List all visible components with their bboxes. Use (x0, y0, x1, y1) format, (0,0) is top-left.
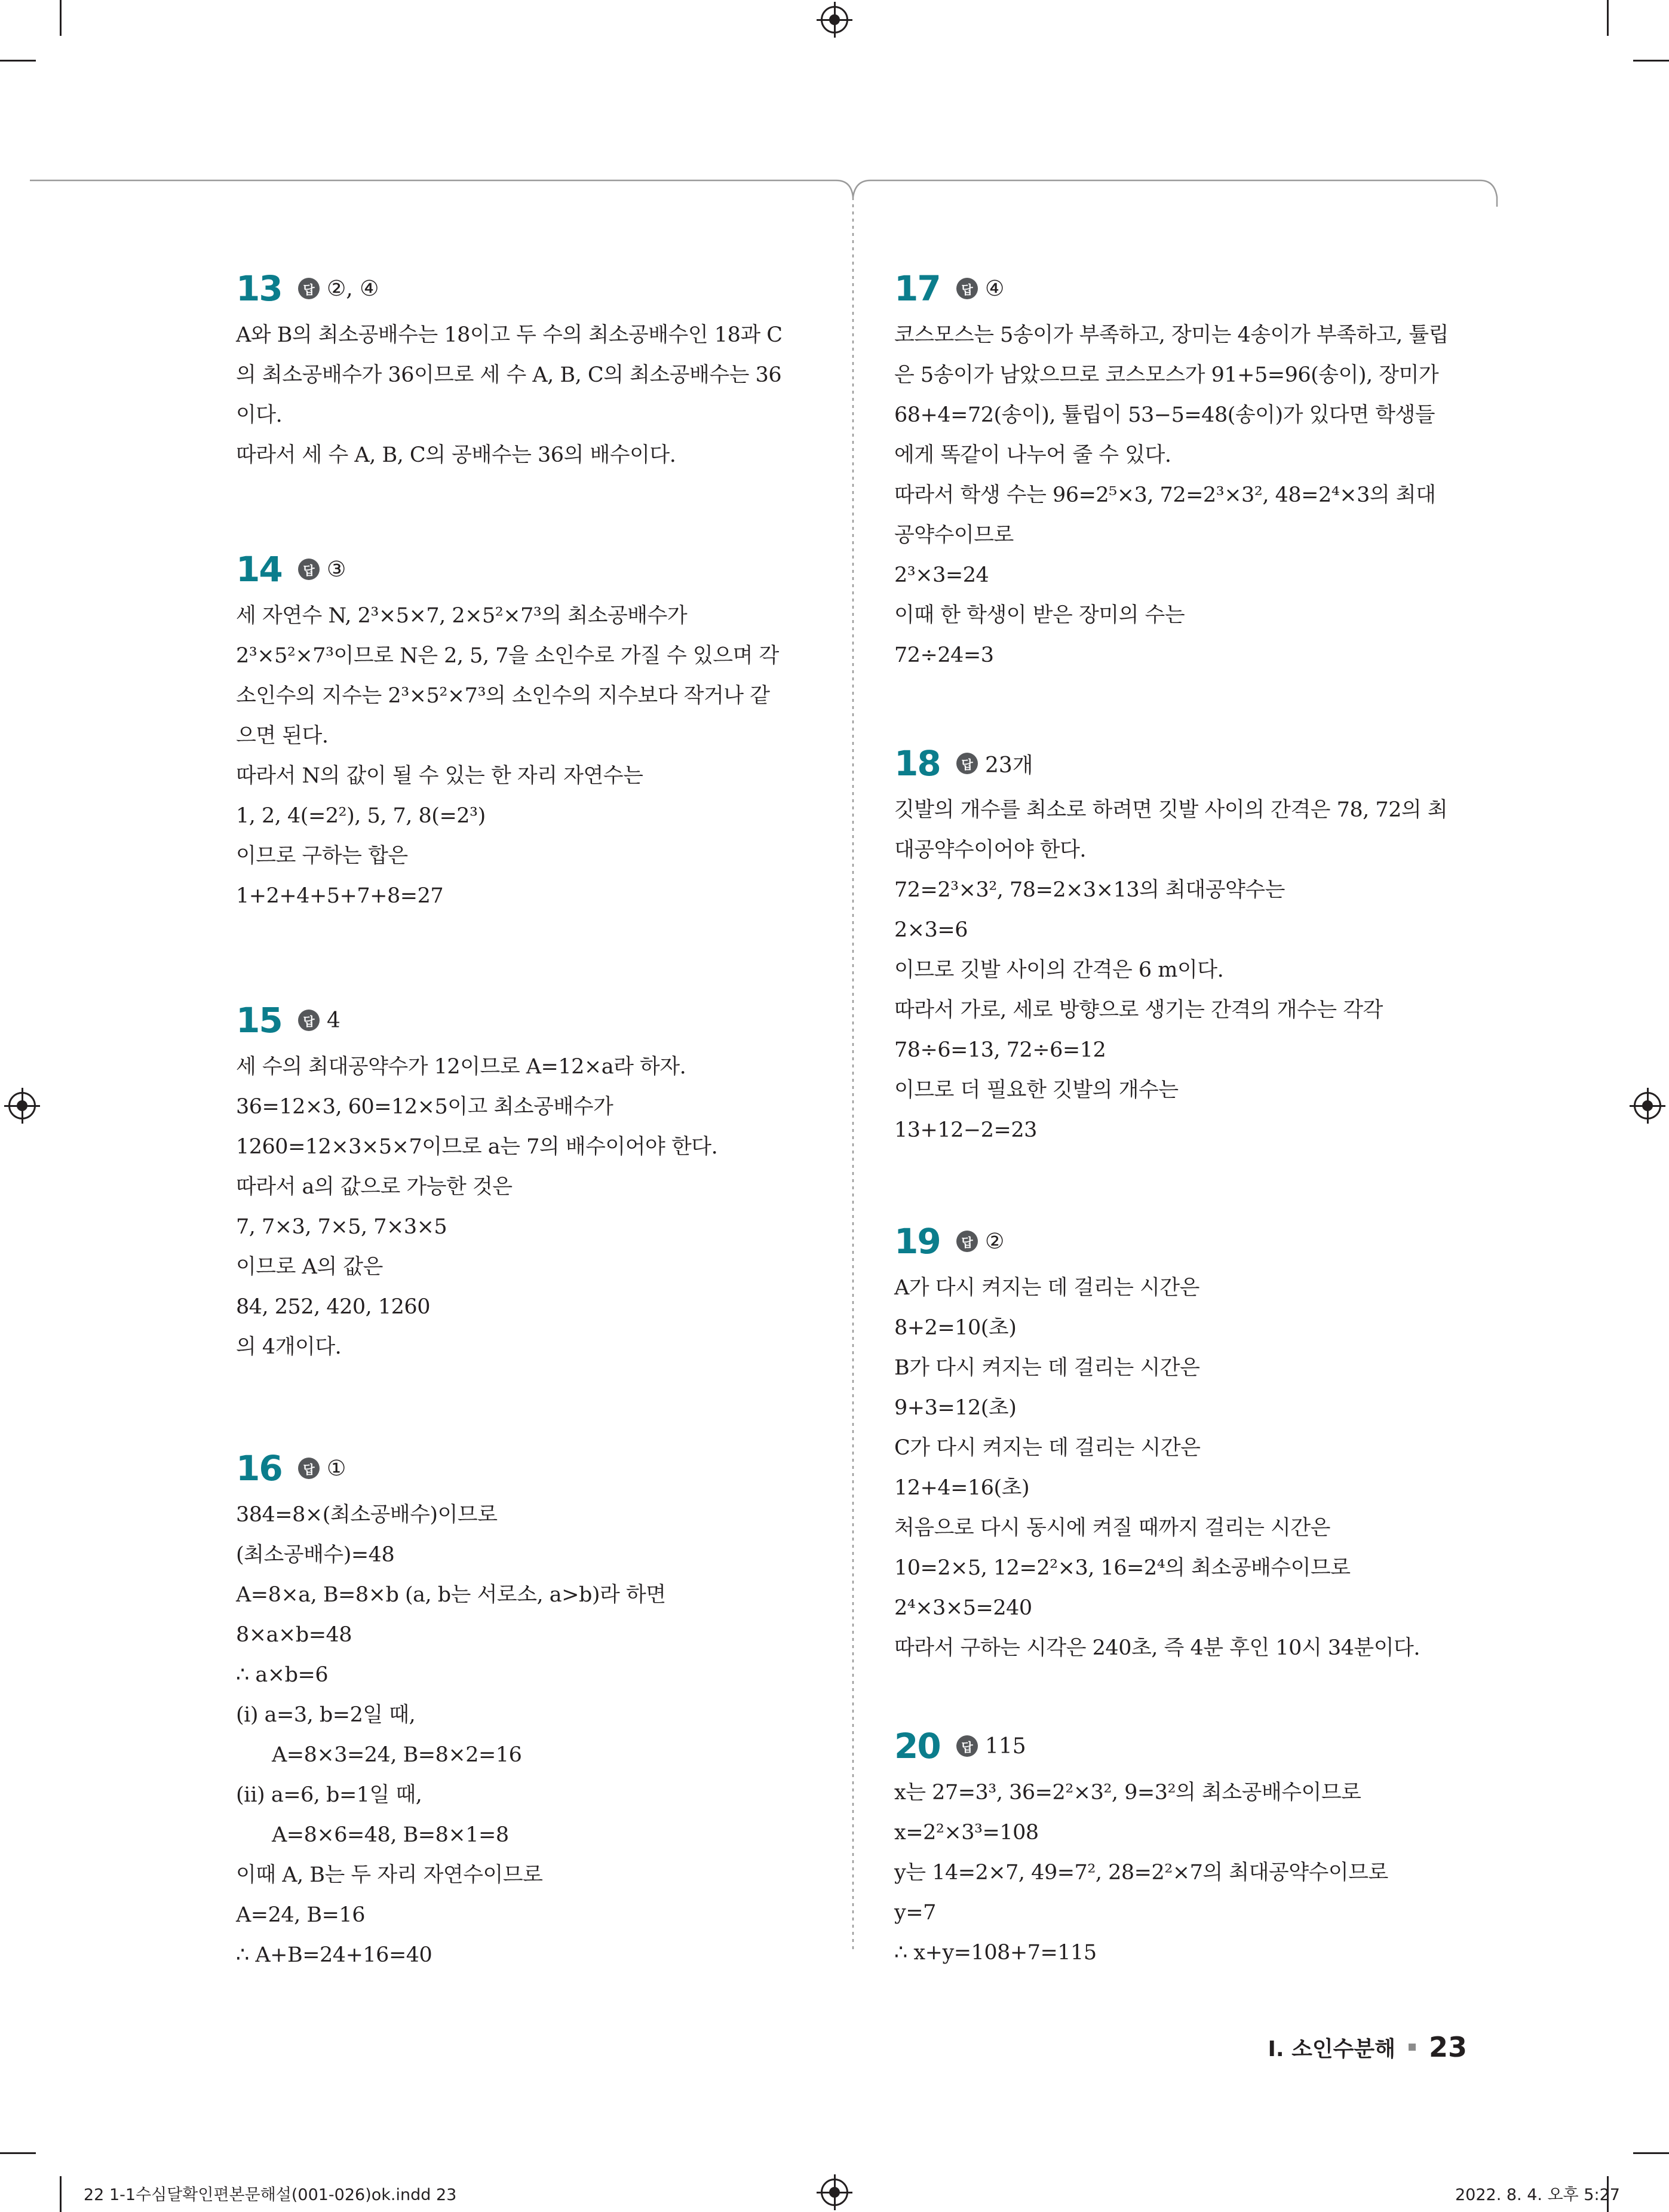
solution-line: ∴ A+B=24+16=40 (236, 1943, 432, 1967)
solution-line: (ⅱ) a=6, b=1일 때, (236, 1783, 422, 1807)
solution-line: 78÷6=13, 72÷6=12 (894, 1038, 1106, 1062)
solution-line: A=24, B=16 (236, 1903, 365, 1927)
solution-line: 2⁴×3×5=240 (894, 1596, 1032, 1620)
solution-line: 에게 똑같이 나누어 줄 수 있다. (894, 443, 1171, 467)
solution-line: 대공약수이어야 한다. (894, 838, 1087, 862)
section-title: Ⅰ. 소인수분해 (1268, 2036, 1395, 2061)
problem-header (236, 542, 779, 596)
solution-line: 따라서 세 수 A, B, C의 공배수는 36의 배수이다. (236, 443, 676, 467)
problem-number: 14 (236, 549, 282, 590)
solution-line: 이다. (236, 403, 283, 427)
problem-number: 16 (236, 1448, 282, 1489)
solution-line: A가 다시 켜지는 데 걸리는 시간은 (894, 1276, 1199, 1300)
solution-line: (ⅰ) a=3, b=2일 때, (236, 1703, 416, 1727)
print-slug-date: 2022. 8. 4. 오후 5:27 (1455, 2186, 1620, 2204)
solution-line: (최소공배수)=48 (236, 1543, 395, 1567)
solution-line: 처음으로 다시 동시에 켜질 때까지 걸리는 시간은 (894, 1516, 1330, 1540)
solution-line: 384=8×(최소공배수)이므로 (236, 1503, 498, 1527)
answer-value: 23개 (985, 753, 1033, 778)
problem-19 (894, 1214, 1420, 1668)
solution-line: 깃발의 개수를 최소로 하려면 깃발 사이의 간격은 78, 72의 최 (894, 798, 1448, 822)
solution-line: 세 자연수 N, 2³×5×7, 2×5²×7³의 최소공배수가 (236, 604, 688, 628)
answer-badge-icon: 답 (956, 1231, 978, 1252)
solution-line: 84, 252, 420, 1260 (236, 1295, 430, 1319)
solution-line: 코스모스는 5송이가 부족하고, 장미는 4송이가 부족하고, 튤립 (894, 323, 1449, 347)
solution-line: 72÷24=3 (894, 643, 994, 667)
problem-16 (236, 1441, 666, 1975)
solution-line: 10=2×5, 12=2²×3, 16=2⁴의 최소공배수이므로 (894, 1556, 1351, 1580)
answer-value: 4 (327, 1008, 340, 1033)
solution-line: A=8×a, B=8×b (a, b는 서로소, a>b)라 하면 (236, 1583, 666, 1607)
problem-number: 18 (894, 743, 940, 784)
square-bullet-icon (1409, 2044, 1416, 2051)
problem-number: 17 (894, 268, 940, 309)
problem-header (894, 1214, 1420, 1268)
solution-line: 은 5송이가 남았으므로 코스모스가 91+5=96(송이), 장미가 (894, 363, 1439, 387)
answer-badge-icon: 답 (298, 559, 320, 580)
problem-header (894, 1719, 1388, 1773)
solution-line: 으면 된다. (236, 724, 329, 748)
problem-number: 15 (236, 1000, 282, 1041)
answer-value: ④ (985, 276, 1005, 301)
solution-line: 공약수이므로 (894, 523, 1014, 547)
solution-line: 1260=12×3×5×7이므로 a는 7의 배수이어야 한다. (236, 1135, 718, 1159)
problem-20 (894, 1719, 1388, 1973)
answer-value: ② (985, 1229, 1005, 1254)
solution-line: 이므로 깃발 사이의 간격은 6 m이다. (894, 958, 1224, 982)
print-slug-file: 22 1-1수심달확인편본문해설(001-026)ok.indd 23 (84, 2186, 457, 2204)
solution-line: 7, 7×3, 7×5, 7×3×5 (236, 1215, 447, 1239)
solution-line: A=8×6=48, B=8×1=8 (272, 1823, 509, 1847)
answer-value: ②, ④ (327, 276, 379, 301)
answer-value: 115 (985, 1734, 1026, 1759)
problem-number: 13 (236, 268, 282, 309)
problem-header (894, 262, 1449, 315)
problem-13 (236, 262, 783, 475)
page-number: 23 (1428, 2031, 1467, 2063)
problem-header (894, 737, 1447, 790)
problem-number: 20 (894, 1726, 940, 1766)
solution-line: 따라서 학생 수는 96=2⁵×3, 72=2³×3², 48=2⁴×3의 최대 (894, 483, 1436, 507)
solution-line: 이므로 구하는 합은 (236, 844, 408, 868)
solution-line: ∴ a×b=6 (236, 1663, 329, 1687)
solution-line: 이므로 더 필요한 깃발의 개수는 (894, 1078, 1179, 1102)
solution-line: 12+4=16(초) (894, 1476, 1030, 1500)
problem-15 (236, 993, 717, 1367)
solution-line: 8+2=10(초) (894, 1316, 1017, 1340)
answer-badge-icon: 답 (956, 1735, 978, 1757)
solution-line: 이때 A, B는 두 자리 자연수이므로 (236, 1863, 543, 1887)
solution-line: y는 14=2×7, 49=7², 28=2²×7의 최대공약수이므로 (894, 1861, 1388, 1885)
solution-line: 8×a×b=48 (236, 1623, 352, 1647)
solution-line: ∴ x+y=108+7=115 (894, 1941, 1097, 1965)
answer-value: ① (327, 1456, 346, 1481)
problem-18 (894, 737, 1447, 1151)
solution-line: 따라서 구하는 시각은 240초, 즉 4분 후인 10시 34분이다. (894, 1636, 1420, 1660)
answer-value: ③ (327, 557, 346, 582)
solution-line: 2×3=6 (894, 918, 968, 942)
solution-line: 1, 2, 4(=2²), 5, 7, 8(=2³) (236, 804, 486, 828)
solution-line: 13+12−2=23 (894, 1118, 1037, 1142)
solution-line: A=8×3=24, B=8×2=16 (272, 1743, 522, 1767)
solution-line: 따라서 N의 값이 될 수 있는 한 자리 자연수는 (236, 764, 643, 788)
solution-line: 따라서 가로, 세로 방향으로 생기는 간격의 개수는 각각 (894, 998, 1383, 1022)
solution-line: 이때 한 학생이 받은 장미의 수는 (894, 603, 1185, 627)
answer-badge-icon: 답 (298, 1458, 320, 1479)
solution-line: B가 다시 켜지는 데 걸리는 시간은 (894, 1356, 1200, 1380)
solution-line: x=2²×3³=108 (894, 1821, 1039, 1845)
solution-line: 72=2³×3², 78=2×3×13의 최대공약수는 (894, 878, 1285, 902)
solution-line: 이므로 A의 값은 (236, 1255, 383, 1279)
problem-header (236, 993, 717, 1047)
solution-line: C가 다시 켜지는 데 걸리는 시간은 (894, 1436, 1201, 1460)
solution-line: 2³×5²×7³이므로 N은 2, 5, 7을 소인수로 가질 수 있으며 각 (236, 644, 779, 668)
solution-line: 2³×3=24 (894, 563, 989, 587)
problem-14 (236, 542, 779, 916)
solution-line: x는 27=3³, 36=2²×3², 9=3²의 최소공배수이므로 (894, 1781, 1361, 1805)
solution-line: y=7 (894, 1901, 936, 1925)
solution-line: 세 수의 최대공약수가 12이므로 A=12×a라 하자. (236, 1055, 686, 1079)
solution-line: 의 4개이다. (236, 1335, 342, 1359)
solution-line: 9+3=12(초) (894, 1396, 1017, 1420)
problem-header (236, 262, 783, 315)
solution-line: A와 B의 최소공배수는 18이고 두 수의 최소공배수인 18과 C (236, 323, 783, 347)
answer-badge-icon: 답 (298, 278, 320, 299)
solution-line: 1+2+4+5+7+8=27 (236, 884, 444, 908)
answer-badge-icon: 답 (956, 753, 978, 774)
solution-line: 따라서 a의 값으로 가능한 것은 (236, 1175, 513, 1199)
problem-17 (894, 262, 1449, 676)
answer-badge-icon: 답 (298, 1010, 320, 1031)
problem-header (236, 1441, 666, 1495)
solution-line: 의 최소공배수가 36이므로 세 수 A, B, C의 최소공배수는 36 (236, 363, 782, 387)
answer-badge-icon: 답 (956, 278, 978, 299)
solution-line: 68+4=72(송이), 튤립이 53−5=48(송이)가 있다면 학생들 (894, 403, 1435, 427)
solution-line: 36=12×3, 60=12×5이고 최소공배수가 (236, 1095, 613, 1119)
footer-page-label (1268, 2031, 1468, 2063)
problem-number: 19 (894, 1221, 940, 1262)
solution-line: 소인수의 지수는 2³×5²×7³의 소인수의 지수보다 작거나 같 (236, 684, 770, 708)
